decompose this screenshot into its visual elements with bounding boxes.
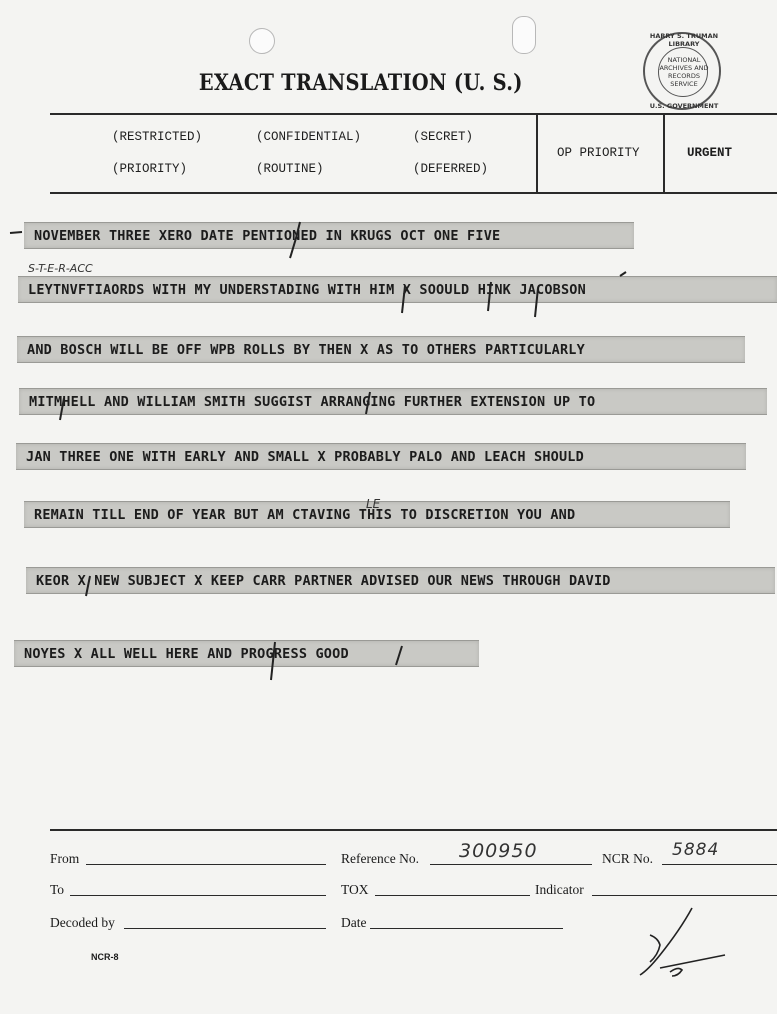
footer-rule (50, 829, 777, 831)
indicator-blank (592, 895, 777, 896)
stamp-ring-top: HARRY S. TRUMAN LIBRARY (649, 32, 719, 48)
class-op-priority: OP PRIORITY (557, 146, 640, 160)
ncr-value: 5884 (672, 840, 720, 860)
handwritten-initials (630, 900, 740, 980)
class-confidential: (CONFIDENTIAL) (256, 130, 362, 144)
to-blank (70, 895, 326, 896)
message-line-4: MITMHELL AND WILLIAM SMITH SUGGIST ARRANGING FURTHER EXTENSION UP TO (19, 388, 767, 415)
class-deferred: (DEFERRED) (413, 162, 489, 176)
date-label: Date (341, 915, 367, 930)
tox-label: TOX (341, 882, 369, 897)
class-restricted: (RESTRICTED) (112, 130, 203, 144)
reference-value: 300950 (459, 840, 538, 862)
message-line-8: NOYES X ALL WELL HERE AND PROGRESS GOOD (14, 640, 479, 667)
handwritten-correction-line6: LE (366, 497, 381, 511)
class-priority: (PRIORITY) (112, 162, 188, 176)
handwritten-correction-line2: S-T-E-R-ACC (28, 262, 93, 275)
message-line-7: KEOR X NEW SUBJECT X KEEP CARR PARTNER ADVISED OUR NEWS THROUGH DAVID (26, 567, 775, 594)
stamp-center-text: NATIONAL ARCHIVES AND RECORDS SERVICE (659, 56, 709, 88)
to-label: To (50, 882, 65, 897)
document-title: EXACT TRANSLATION (U. S.) (198, 70, 523, 96)
form-id: NCR-8 (91, 952, 119, 962)
class-urgent: URGENT (687, 146, 733, 160)
message-line-2: LEYTNVFTIAORDS WITH MY UNDERSTADING WITH HIM X SOOULD HINK JACOBSON (18, 276, 777, 303)
from-label: From (50, 851, 80, 866)
stamp-ring-bottom: U.S. GOVERNMENT (649, 102, 719, 110)
ncr-blank (662, 864, 777, 865)
reference-blank (430, 864, 592, 865)
decoded-by-label: Decoded by (50, 915, 115, 930)
message-line-6: REMAIN TILL END OF YEAR BUT AM CTAVING THIS TO DISCRETION YOU AND (24, 501, 730, 528)
class-secret: (SECRET) (413, 130, 474, 144)
message-line-3: AND BOSCH WILL BE OFF WPB ROLLS BY THEN X AS TO OTHERS PARTICULARLY (17, 336, 745, 363)
indicator-label: Indicator (535, 882, 584, 897)
message-line-1: NOVEMBER THREE XERO DATE PENTIONED IN KRUGS OCT ONE FIVE (24, 222, 634, 249)
from-blank (86, 864, 326, 865)
class-routine: (ROUTINE) (256, 162, 324, 176)
decoded-by-blank (124, 928, 326, 929)
date-blank (370, 928, 563, 929)
tox-blank (375, 895, 530, 896)
ncr-label: NCR No. (602, 851, 654, 866)
reference-label: Reference No. (341, 851, 419, 866)
message-line-5: JAN THREE ONE WITH EARLY AND SMALL X PROBABLY PALO AND LEACH SHOULD (16, 443, 746, 470)
